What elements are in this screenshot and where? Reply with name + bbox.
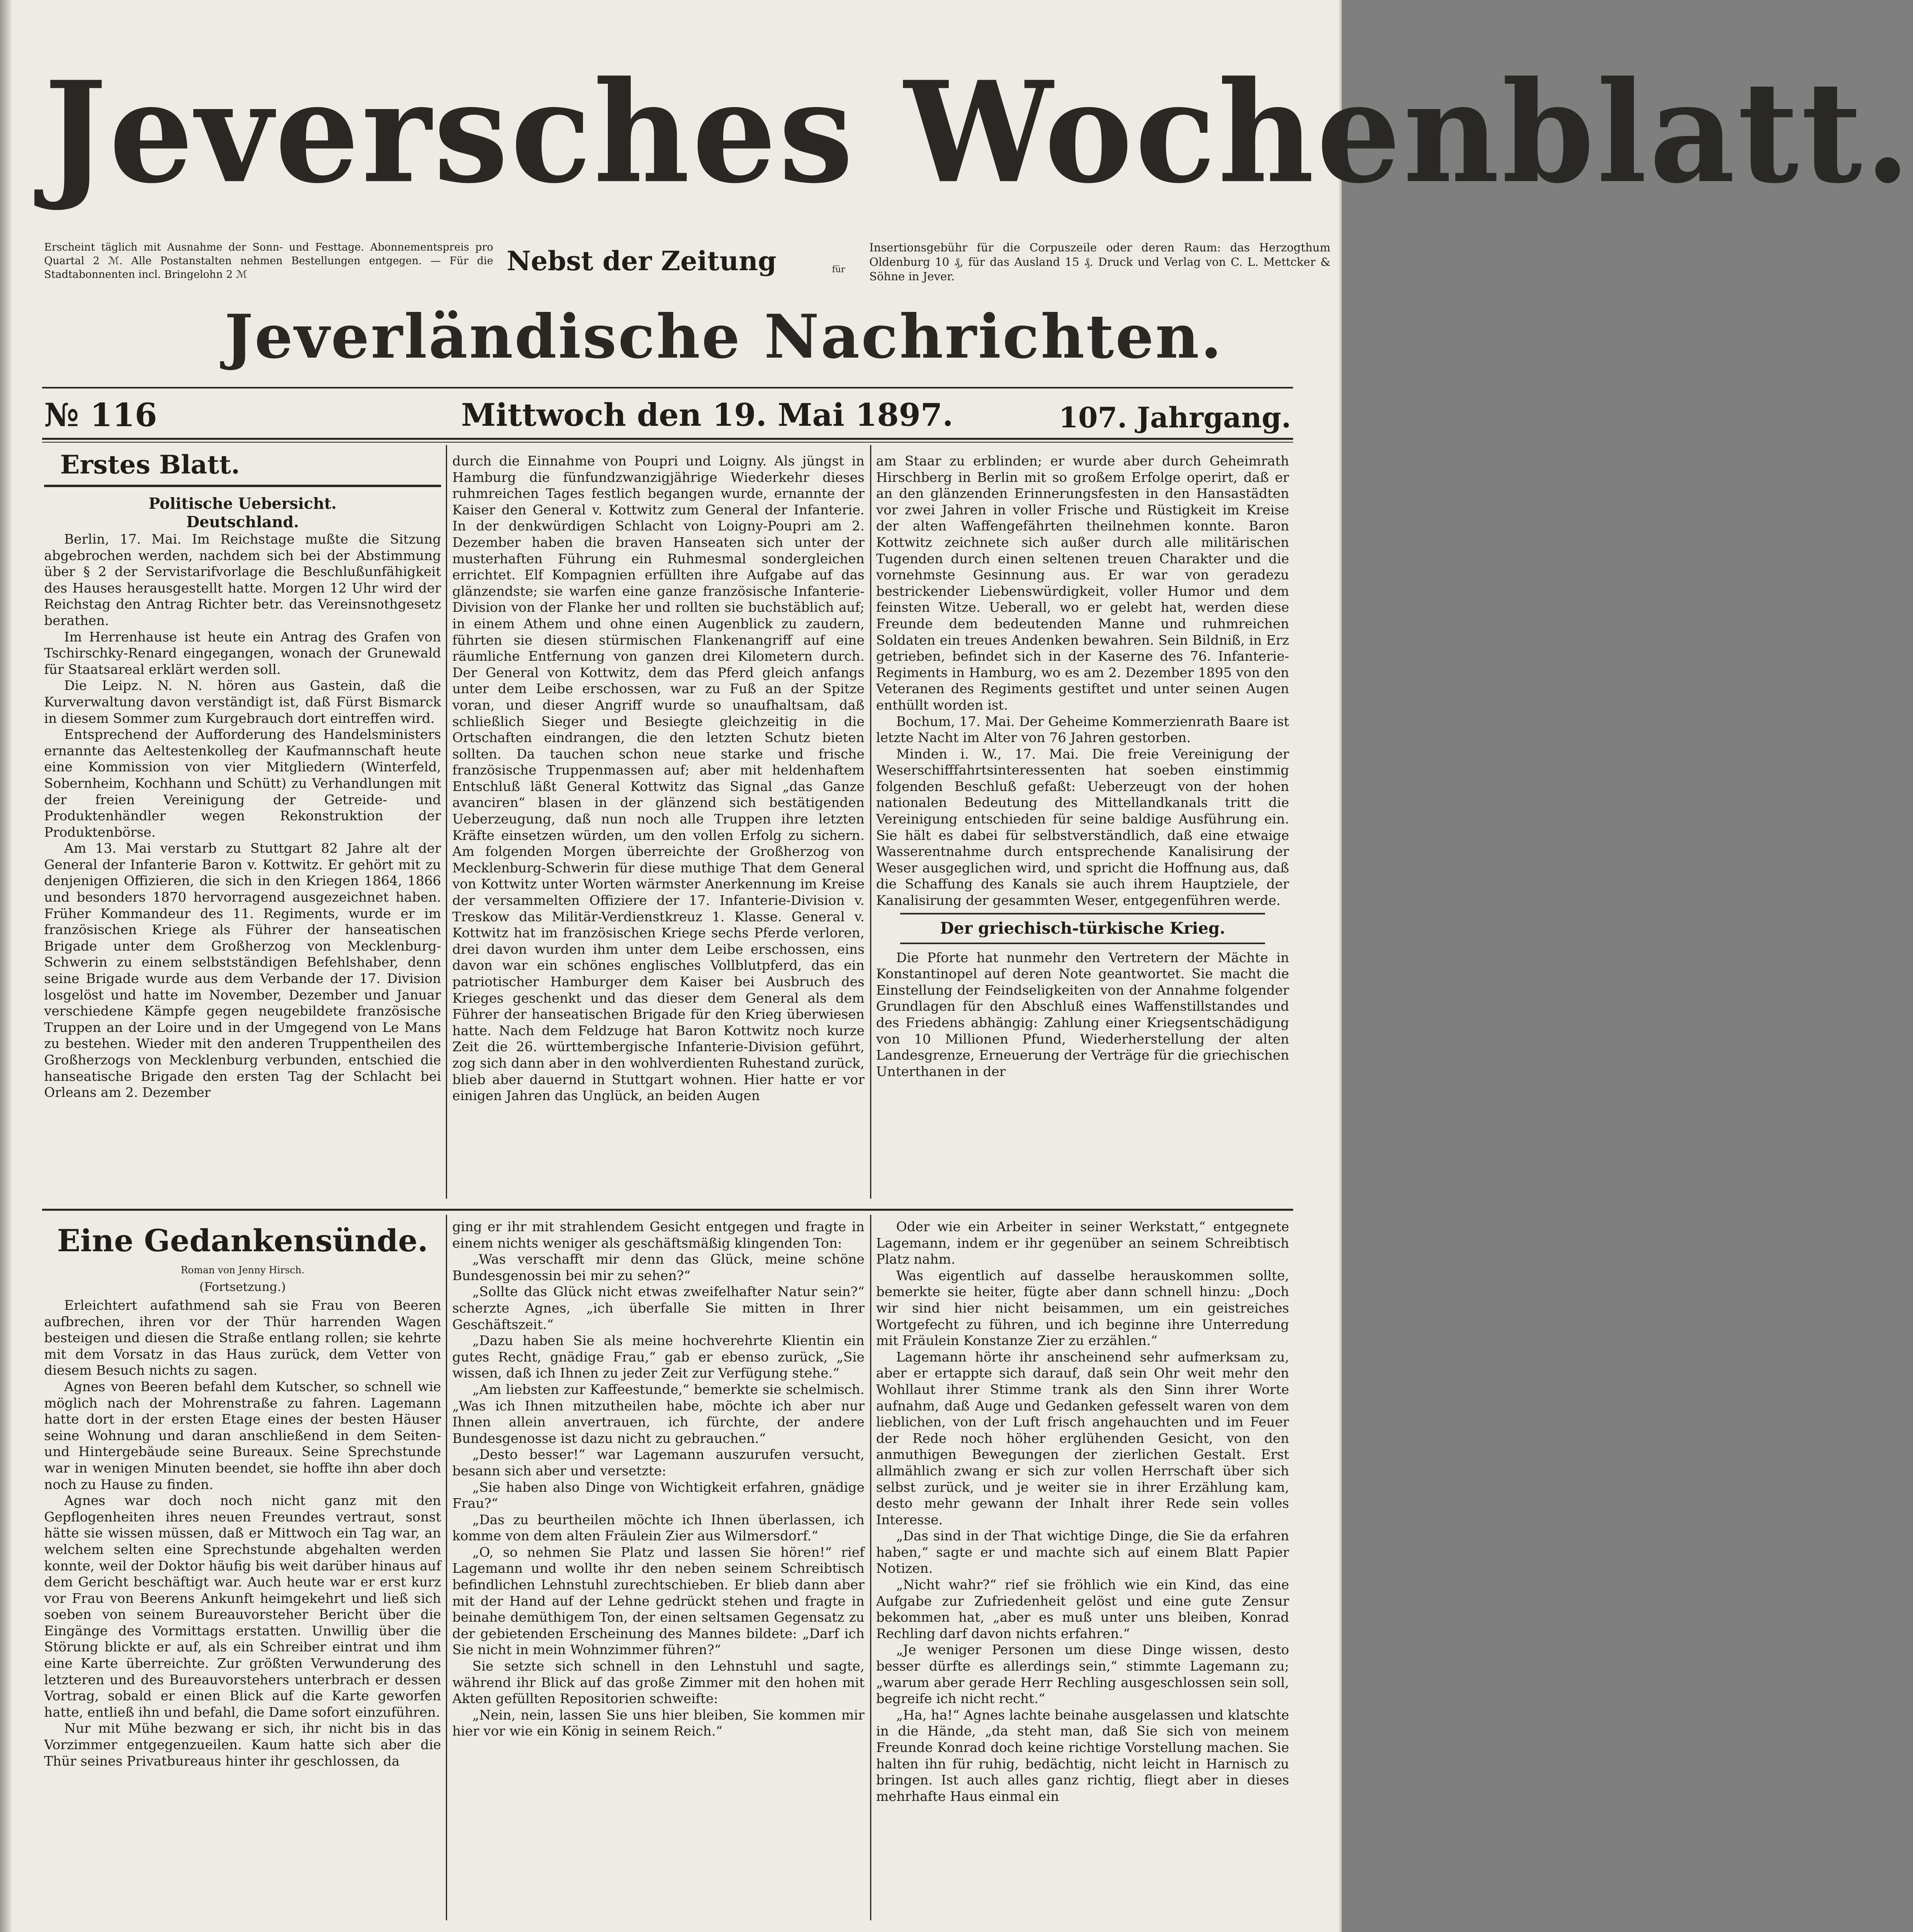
column-rule-3 xyxy=(446,1215,447,1920)
kottwitz-column xyxy=(452,453,864,1207)
novel-paragraph: „Das zu beurtheilen möchte ich Ihnen überlassen, ich komme von dem alten Fräulein Zier aus Wilmersdorf.“ xyxy=(452,1511,864,1544)
novel-paragraph: Agnes von Beeren befahl dem Kutscher, so schnell wie möglich nach der Mohrenstraße zu fahren. Lagemann hatte dort in der ersten Etage eines der besten Häuser seine Wohnung und daran anschließend in dem Seiten- und Hintergebäude seine Bureaux. Seine Sprechstunde war in wenigen Minuten beendet, sie hoffte ihn aber doch noch zu Hause zu finden. xyxy=(44,1378,441,1492)
novel-paragraph: „Sollte das Glück nicht etwas zweifelhafter Natur sein?“ scherzte Agnes, „ich überfalle Sie mitten in Ihrer Geschäftszeit.“ xyxy=(452,1284,864,1332)
novel-byline: Roman von Jenny Hirsch. xyxy=(180,1264,305,1276)
news-column-3 xyxy=(876,453,1289,1207)
war-paragraph: Die Pforte hat nunmehr den Vertretern der Mächte in Konstantinopel auf deren Note geantwortet. Sie macht die Einstellung der Feindseligkeiten von der Annahme folgender Grundlagen für den Abschluß eines Waffenstillstandes und des Friedens abhängig: Zahlung einer Kriegsentschädigung von 10 Millionen Pfund, Wiederherstellung der alten Landesgrenze, Erneuerung der Verträge für die griechischen Unterthanen in der xyxy=(876,949,1289,1079)
news-paragraph: Am 13. Mai verstarb zu Stuttgart 82 Jahre alt der General der Infanterie Baron v. Kottwitz. Er gehört mit zu denjenigen Offizieren, die sich in den Kriegen 1864, 1866 und besonders 1870 hervorragend ausgezeichnet haben. Früher Kommandeur des 11. Regiments, wurde er im französischen Kriege als Führer der hanseatischen Brigade unter dem Großherzog von Mecklenburg-Schwerin zu einem selbstständigen Befehlshaber, denn seine Brigade wurde aus dem Verbande der 17. Division losgelöst und hatte im November, Dezember und Januar verschiedene Kämpfe gegen neugebildete französische Truppen an der Loire und in der Umgegend von Le Mans zu bestehen. Wieder mit den anderen Truppentheilen des Großherzogs von Mecklenburg verbunden, entschied die hanseatische Brigade den ersten Tag der Schlacht bei Orleans am 2. Dezember xyxy=(44,840,441,1101)
novel-paragraph: „Sie haben also Dinge von Wichtigkeit erfahren, gnädige Frau?“ xyxy=(452,1479,864,1511)
novel-paragraph: „Je weniger Personen um diese Dinge wissen, desto besser dürfte es allerdings sein,“ stimmte Lagemann zu; „warum aber gerade Herr Rechling ausgeschlossen sein soll, begreife ich nicht recht.“ xyxy=(876,1642,1289,1707)
novel-paragraph: Was eigentlich auf dasselbe herauskommen sollte, bemerkte sie heiter, fügte aber dann schnell hinzu: „Doch wir sind hier nicht beisammen, um ein geistreiches Wortgefecht zu führen, und ich beginne ihre Unterredung mit Fräulein Konstanze Zier zu erzählen.“ xyxy=(876,1267,1289,1349)
issue-rule xyxy=(42,438,1293,440)
feuilleton-column-1 xyxy=(44,1219,441,1924)
novel-paragraph: Erleichtert aufathmend sah sie Frau von Beeren aufbrechen, ihren vor der Thür harrenden Wagen besteigen und diesen die Straße entlang rollen; sie kehrte mit dem Vorsatz in das Haus zurück, dem Vetter von diesem Besuch nichts zu sagen. xyxy=(44,1297,441,1378)
news-paragraph: durch die Einnahme von Poupri und Loigny. Als jüngst in Hamburg die fünfundzwanzigjährige Wiederkehr dieses ruhmreichen Tages festlich begangen wurde, ernannte der Kaiser den General v. Kottwitz zum General der Infanterie. In der denkwürdigen Schlacht von Loigny-Poupri am 2. Dezember haben die braven Hanseaten sich unter der musterhaften Führung ein Ruhmesmal sondergleichen errichtet. Elf Kompagnien erfüllten ihre Aufgabe auf das glänzendste; sie warfen eine ganze französische Infanterie-Division von der Flanke her und rollten sie buchstäblich auf; in einem Athem und ohne einen Augenblick zu zaudern, führten sie diesen stürmischen Flankenangriff auf eine räumliche Entfernung von ganzen drei Kilometern durch. Der General von Kottwitz, dem das Pferd gleich anfangs unter dem Leibe erschossen, war zu Fuß an der Spitze voran, und dieser Angriff wurde so unaufhaltsam, daß schließlich Sieger und Besiegte gleichzeitig in die Ortschaften eindrangen, die den letzten Schutz bieten sollten. Da tauchen schon neue starke und frische französische Truppenmassen auf; aber mit heldenhaftem Entschluß läßt General Kottwitz das Signal „das Ganze avanciren“ blasen in der glänzend sich bestätigenden Ueberzeugung, daß nun noch alle Truppen ihre letzten Kräfte einsetzen würden, um den vollen Erfolg zu sichern. Am folgenden Morgen überreichte der Großherzog von Mecklenburg-Schwerin für diese muthige That dem General von Kottwitz unter Worten wärmster Anerkennung im Kreise der versammelten Offiziere der 17. Infanterie-Division v. Treskow das Militär-Verdienstkreuz 1. Klasse. General v. Kottwitz hat im französischen Kriege sechs Pferde verloren, drei davon wurden ihm unter dem Leibe erschossen, eins davon war ein schönes englisches Vollblutpferd, das ein patriotischer Hamburger dem Kaiser bei Ausbruch des Krieges geschenkt und das dieser dem General als dem Führer der hanseatischen Brigade für den Krieg überwiesen hatte. Nach dem Feldzuge hat Baron Kottwitz noch kurze Zeit die 26. württembergische Infanterie-Division geführt, zog sich dann aber in den wohlverdienten Ruhestand zurück, blieb aber dauernd in Stuttgart wohnen. Hier hatte er vor einigen Jahren das Unglück, an beiden Augen xyxy=(452,453,864,1104)
novel-paragraph: „Desto besser!“ war Lagemann auszurufen versucht, besann sich aber und versetzte: xyxy=(452,1446,864,1479)
novel-paragraph: „Dazu haben Sie als meine hochverehrte Klientin ein gutes Recht, gnädige Frau,“ gab er ebenso zurück, „Sie wissen, daß ich Ihnen zu jeder Zeit zur Verfügung stehe.“ xyxy=(452,1333,864,1381)
germany-heading: Deutschland. xyxy=(186,513,299,531)
novel-paragraph: „Das sind in der That wichtige Dinge, die Sie da erfahren haben,“ sagte er und machte sich auf einem Blatt Papier Notizen. xyxy=(876,1528,1289,1576)
overview-heading: Politische Uebersicht. xyxy=(148,494,337,512)
novel-paragraph: „Nein, nein, lassen Sie uns hier bleiben, Sie kommen mir hier vor wie ein König in seinem Reich.“ xyxy=(452,1707,864,1739)
feuilleton-rule xyxy=(42,1209,1293,1211)
novel-title: Eine Gedankensünde. xyxy=(57,1223,428,1258)
top-rule xyxy=(42,387,1293,388)
news-paragraph: Bochum, 17. Mai. Der Geheime Kommerzienrath Baare ist letzte Nacht im Alter von 76 Jahren gestorben. xyxy=(876,713,1289,746)
issue-date: Mittwoch den 19. Mai 1897. xyxy=(461,397,953,433)
issue-rule-thin xyxy=(42,442,1293,443)
novel-continued: (Fortsetzung.) xyxy=(199,1280,286,1294)
feuilleton-column-3 xyxy=(876,1219,1289,1924)
news-paragraph: Minden i. W., 17. Mai. Die freie Vereinigung der Weserschifffahrtsinteressenten hat soeben einstimmig folgenden Beschluß gefaßt: Ueberzeugt von der hohen nationalen Bedeutung des Mittellandkanals tritt die Vereinigung entschieden für seine baldige Ausführung ein. Sie hält es dabei für selbstverständlich, daß eine etwaige Wasserentnahme durch entsprechende Kanalisirung der Weser ausgeglichen wird, und spricht die Hoffnung aus, daß die Schaffung des Kanals sie auch ihrem Hauptziele, der Kanalisirung der gesammten Weser, entgegenführen werde. xyxy=(876,746,1289,908)
fuer-label: für xyxy=(832,265,845,275)
section-rule xyxy=(44,485,441,487)
novel-paragraph: „Was verschafft mir denn das Glück, meine schöne Bundesgenossin bei mir zu sehen?“ xyxy=(452,1251,864,1283)
news-paragraph: Berlin, 17. Mai. Im Reichstage mußte die Sitzung abgebrochen werden, nachdem sich bei der Abstimmung über § 2 der Servistarifvorlage die Beschlußunfähigkeit des Hauses herausgestellt hatte. Morgen 12 Uhr wird der Reichstag den Antrag Richter betr. das Vereinsnothgesetz berathen. xyxy=(44,531,441,628)
issue-volume: 107. Jahrgang. xyxy=(1059,401,1291,434)
masthead-title: Jeversches Wochenblatt. xyxy=(44,51,1913,214)
novel-paragraph: Sie setzte sich schnell in den Lehnstuhl und sagte, während ihr Blick auf das große Zimmer mit den hohen mit Akten gefüllten Repositorien schweifte: xyxy=(452,1658,864,1707)
news-paragraph: Die Leipz. N. N. hören aus Gastein, daß die Kurverwaltung davon verständigt ist, daß Fürst Bismarck in diesem Sommer zum Kurgebrauch dort eintreffen wird. xyxy=(44,678,441,726)
novel-paragraph: „O, so nehmen Sie Platz und lassen Sie hören!“ rief Lagemann und wollte ihr den neben seinem Schreibtisch befindlichen Lehnstuhl zurechtschieben. Er blieb dann aber mit der Hand auf der Lehne gedrückt stehen und fragte in beinahe demüthigem Ton, der einen seltsamen Gegensatz zu der gebietenden Erscheinung des Mannes bildete: „Darf ich Sie nicht in mein Wohnzimmer führen?“ xyxy=(452,1544,864,1658)
novel-paragraph: Nur mit Mühe bezwang er sich, ihr nicht bis in das Vorzimmer entgegenzueilen. Kaum hatte sich aber die Thür seines Privatbureaus hinter ihr geschlossen, da xyxy=(44,1720,441,1769)
page-spine xyxy=(0,0,11,1932)
supplement-note: Nebst der Zeitung xyxy=(506,245,777,277)
politics-column xyxy=(44,447,441,1205)
feuilleton-column-2 xyxy=(452,1219,864,1924)
novel-paragraph: Oder wie ein Arbeiter in seiner Werkstatt,“ entgegnete Lagemann, indem er ihr gegenüber an seinem Schreibtisch Platz nahm. xyxy=(876,1219,1289,1267)
novel-paragraph: Agnes war doch noch nicht ganz mit den Gepflogenheiten ihres neuen Freundes vertraut, sonst hätte sie wissen müssen, daß er Mittwoch ein Tag war, an welchem selten eine Sprechstunde abgehalten werden konnte, weil der Doktor häufig bis weit darüber hinaus auf dem Gericht beschäftigt war. Auch heute war er erst kurz vor Frau von Beerens Ankunft heimgekehrt und ließ sich soeben von seinem Bureauvorsteher Bericht über die Eingänge des Vormittags erstatten. Unwillig über die Störung blickte er auf, als ein Schreiber eintrat und ihm eine Karte überreichte. Zur größten Verwunderung des letzteren und des Bureauvorstehers unterbrach er dessen Vortrag, sobald er einen Blick auf die Karte geworfen hatte, entließ ihn und befahl, die Dame sofort einzuführen. xyxy=(44,1493,441,1720)
issue-number: № 116 xyxy=(44,396,157,434)
war-heading: Der griechisch-türkische Krieg. xyxy=(900,913,1265,944)
novel-paragraph: ging er ihr mit strahlendem Gesicht entgegen und fragte in einem nichts weniger als geschäftsmäßig klingenden Ton: xyxy=(452,1219,864,1251)
column-rule-1 xyxy=(446,445,447,1199)
masthead-subtitle: Jeverländische Nachrichten. xyxy=(225,301,1223,372)
novel-paragraph: Lagemann hörte ihr anscheinend sehr aufmerksam zu, aber er ertappte sich darauf, daß sein Ohr weit mehr den Wohllaut ihrer Stimme trank als den Sinn ihrer Worte aufnahm, daß Auge und Gedanken gefesselt waren von dem lieblichen, von der Luft frisch angehauchten und im Feuer der Rede noch höher erglühenden Gesicht, von den anmuthigen Bewegungen der zierlichen Gestalt. Erst allmählich zwang er sich zur vollen Herrschaft über sich selbst zurück, und je weiter sie in ihrer Erzählung kam, desto mehr gewann der Inhalt ihrer Rede sein volles Interesse. xyxy=(876,1349,1289,1527)
subscription-info: Erscheint täglich mit Ausnahme der Sonn- und Festtage. Abonnementspreis pro Quartal 2 ℳ. Alle Postanstalten nehmen Bestellungen entgegen. — Für die Stadtabonnenten incl. Bringelohn 2 ℳ xyxy=(44,241,493,281)
novel-paragraph: „Ha, ha!“ Agnes lachte beinahe ausgelassen und klatschte in die Hände, „da steht man, daß Sie sich von meinem Freunde Konrad doch keine richtige Vorstellung machen. Sie halten ihn für ruhig, bedächtig, nicht leicht in Harnisch zu bringen. Ist auch alles ganz richtig, fliegt aber in dieses mehrhafte Haus einmal ein xyxy=(876,1707,1289,1804)
section-title: Erstes Blatt. xyxy=(60,450,240,480)
news-paragraph: Im Herrenhause ist heute ein Antrag des Grafen von Tschirschky-Renard eingegangen, wonach der Grunewald für Staatsareal erklärt werden soll. xyxy=(44,629,441,677)
column-rule-4 xyxy=(870,1215,871,1920)
novel-paragraph: „Am liebsten zur Kaffeestunde,“ bemerkte sie schelmisch. „Was ich Ihnen mitzutheilen habe, möchte ich aber nur Ihnen allein anvertrauen, ich fürchte, der andere Bundesgenosse ist dazu nicht zu gebrauchen.“ xyxy=(452,1381,864,1446)
novel-paragraph: „Nicht wahr?“ rief sie fröhlich wie ein Kind, das eine Aufgabe zur Zufriedenheit gelöst und eine gute Zensur bekommen hat, „aber es muß unter uns bleiben, Konrad Rechling darf davon nichts erfahren.“ xyxy=(876,1577,1289,1641)
news-paragraph: Entsprechend der Aufforderung des Handelsministers ernannte das Aeltestenkolleg der Kaufmannschaft heute eine Kommission von vier Mitgliedern (Winterfeld, Sobernheim, Kochhann und Schütt) zu Verhandlungen mit der freien Vereinigung der Getreide- und Produktenhändler wegen Rekonstruktion der Produktenbörse. xyxy=(44,726,441,840)
news-paragraph: am Staar zu erblinden; er wurde aber durch Geheimrath Hirschberg in Berlin mit so großem Erfolge operirt, daß er an den glänzenden Erinnerungsfesten in den Hansastädten vor zwei Jahren in voller Frische und Rüstigkeit im Kreise der alten Waffengefährten theilnehmen konnte. Baron Kottwitz zeichnete sich außer durch alle militärischen Tugenden durch einen seltenen treuen Charakter und die vornehmste Gesinnung aus. Er war von geradezu bestrickender Liebenswürdigkeit, voller Humor und dem feinsten Witze. Ueberall, wo er gelebt hat, werden diese Freunde dem bedeutenden Manne und ruhmreichen Soldaten ein treues Andenken bewahren. Sein Bildniß, in Erz getrieben, befindet sich in der Kaserne des 76. Infanterie-Regiments in Hamburg, wo es am 2. Dezember 1895 von den Veteranen des Regiments gestiftet und unter seinen Augen enthüllt worden ist. xyxy=(876,453,1289,713)
column-rule-2 xyxy=(870,445,871,1199)
insertion-info: Insertionsgebühr für die Corpuszeile oder deren Raum: das Herzogthum Oldenburg 10 ₰, für das Ausland 15 ₰. Druck und Verlag von C. L. Mettcker & Söhne in Jever. xyxy=(869,241,1330,283)
